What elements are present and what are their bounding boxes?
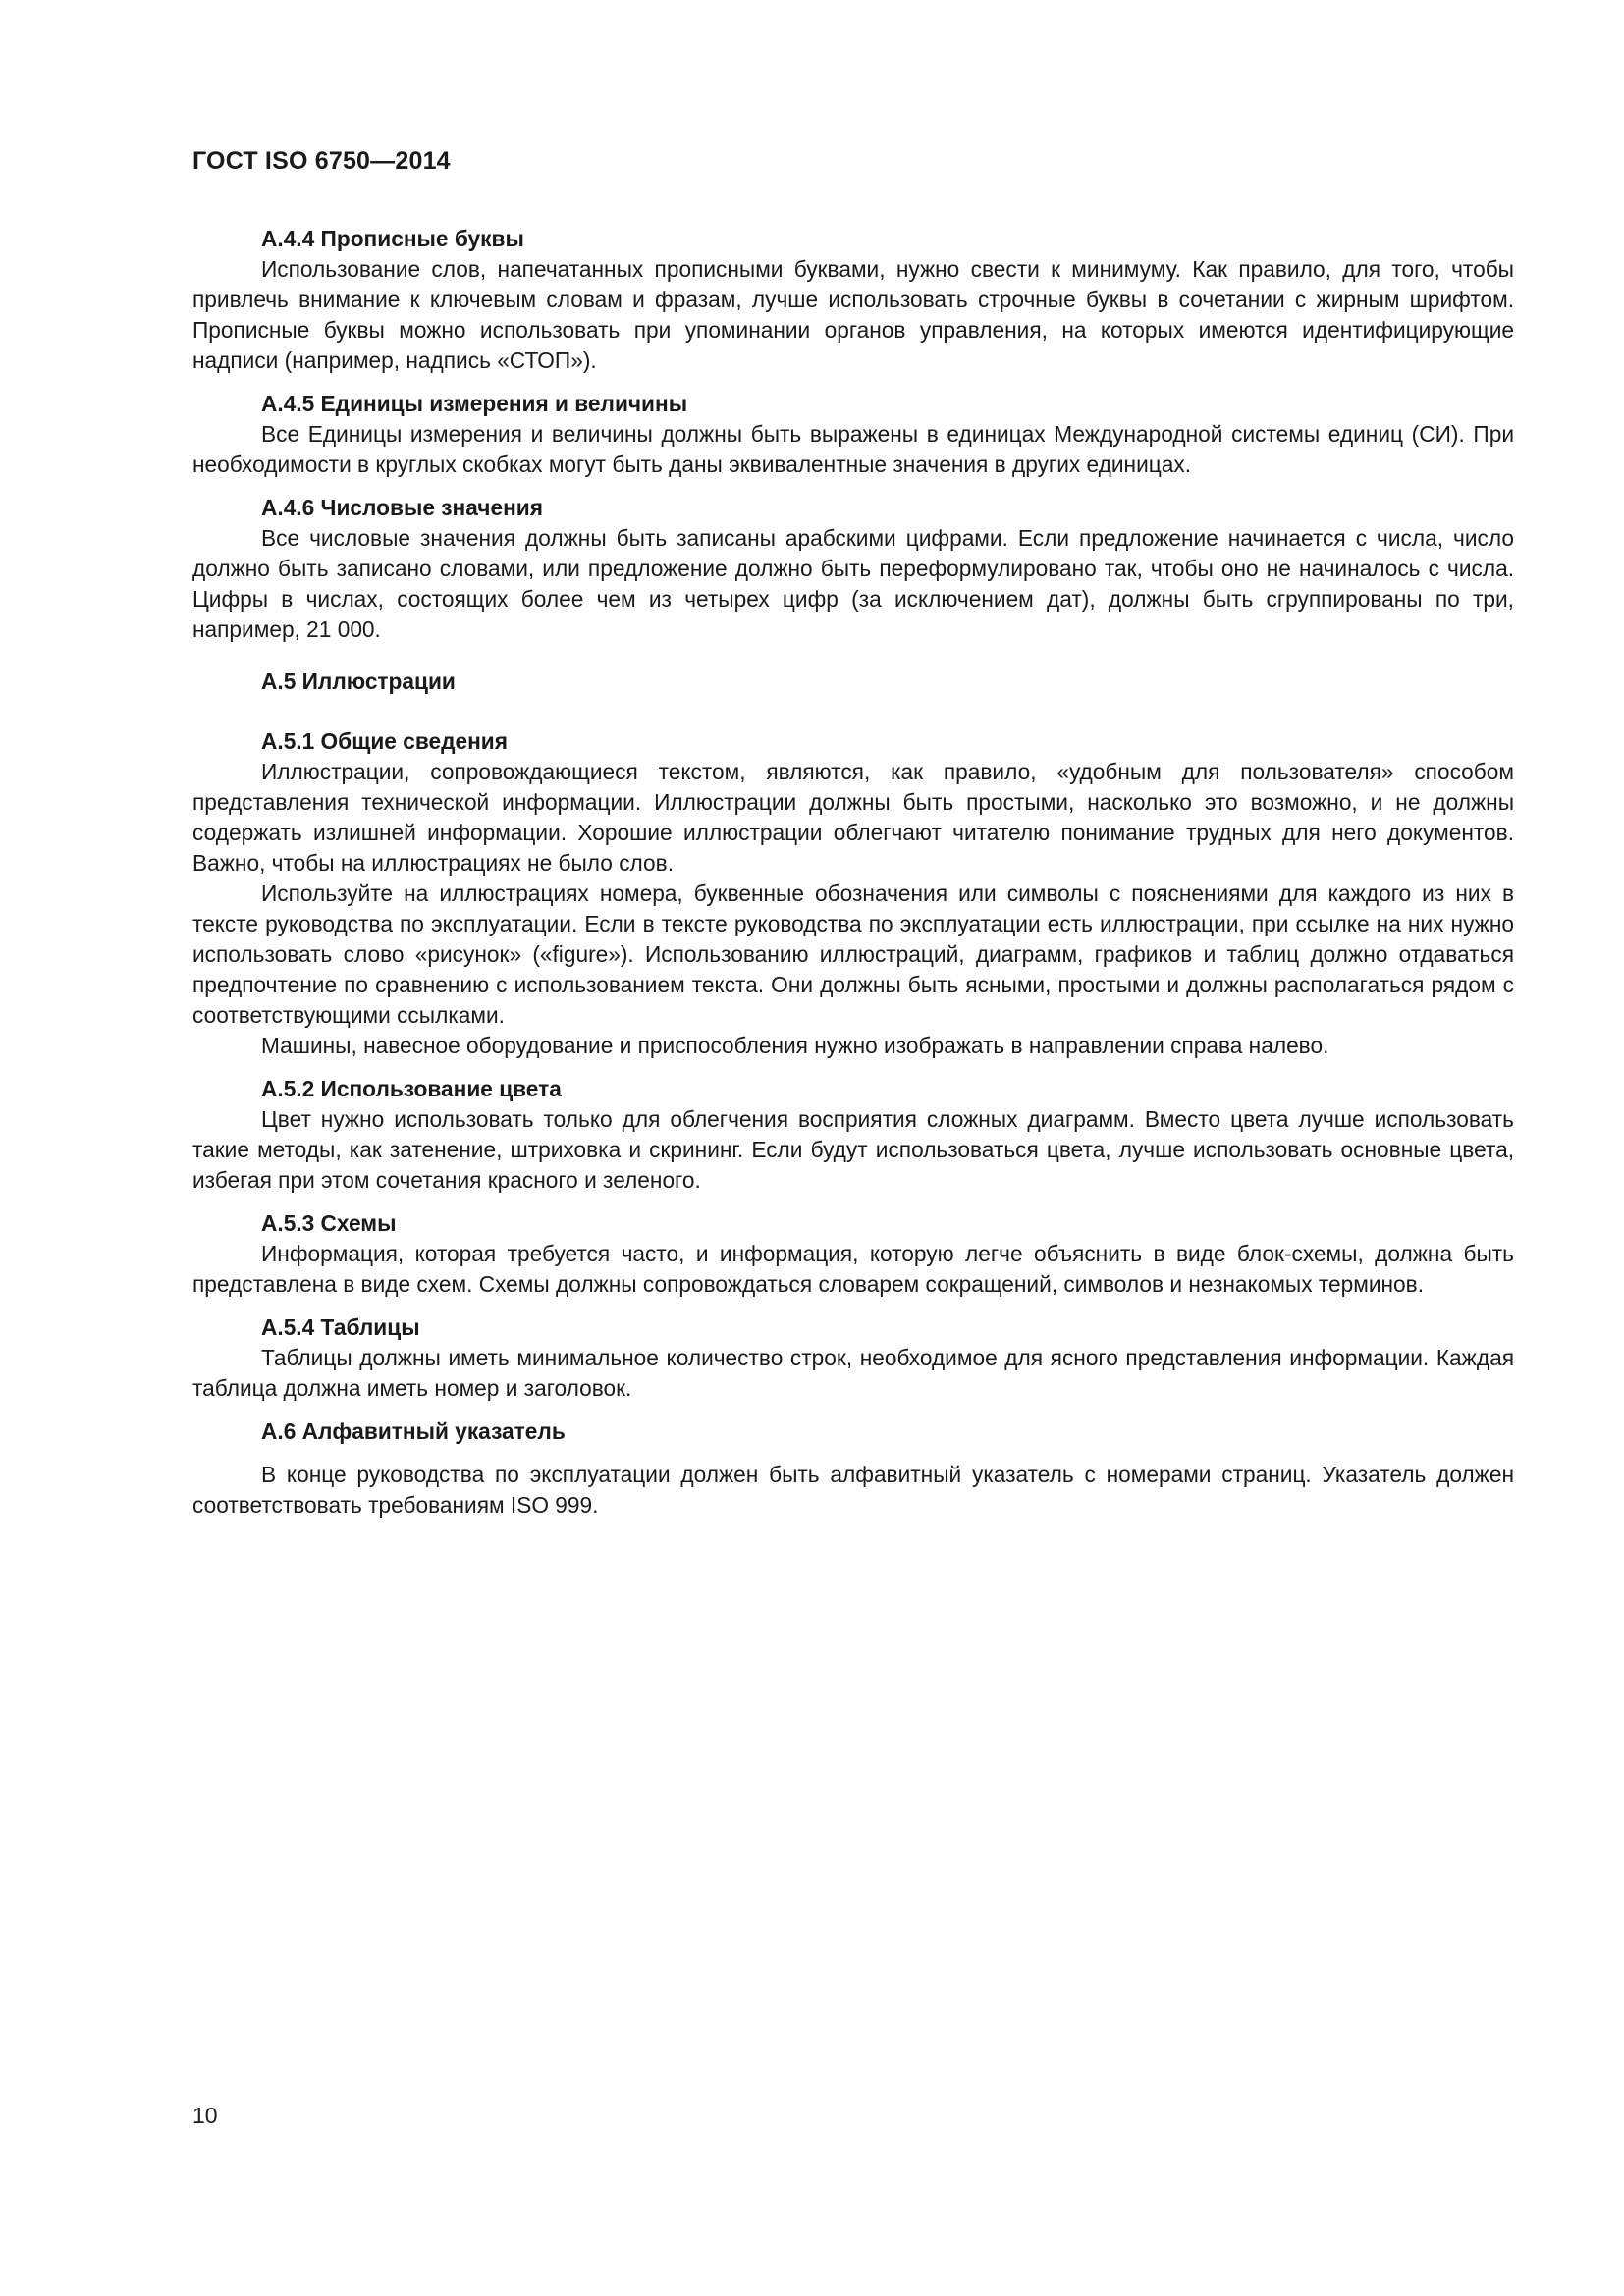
paragraph-a52-1: Цвет нужно использовать только для облегчения восприятия сложных диаграмм. Вместо цвета лучше использовать такие методы, как затенение, штриховка и скрининг. Если будут использоваться цвета, лучше использовать основные цвета, избегая при этом сочетания красного и зеленого. xyxy=(192,1106,1514,1193)
paragraph-a6-1: В конце руководства по эксплуатации должен быть алфавитный указатель с номерами страниц. Указатель должен соответствовать требованиям ISO 999. xyxy=(192,1462,1514,1518)
paragraph-a51-2: Используйте на иллюстрациях номера, буквенные обозначения или символы с пояснениями для каждого из них в тексте руководства по эксплуатации. Если в тексте руководства по эксплуатации есть иллюстрации, при ссылке на них нужно использовать слово «рисунок» («figure»). Использованию иллюстраций, диаграмм, графиков и таблиц должно отдаваться предпочтение по сравнению с использованием текста. Они должны быть ясными, простыми и должны располагаться рядом с соответствующими ссылками. xyxy=(192,881,1514,1028)
section-title-a6: А.6 Алфавитный указатель xyxy=(261,1418,566,1444)
section-title-a51: А.5.1 Общие сведения xyxy=(261,728,508,754)
page-number: 10 xyxy=(192,2103,218,2128)
section-title-a46: А.4.6 Числовые значения xyxy=(261,495,543,520)
section-title-a45: А.4.5 Единицы измерения и величины xyxy=(261,391,688,416)
paragraph-a53-1: Информация, которая требуется часто, и информация, которую легче объяснить в виде блок-схемы, должна быть представлена в виде схем. Схемы должны сопровождаться словарем сокращений, символов и незнакомых терминов. xyxy=(192,1241,1514,1297)
paragraph-a54-1: Таблицы должны иметь минимальное количество строк, необходимое для ясного представления информации. Каждая таблица должна иметь номер и заголовок. xyxy=(192,1345,1514,1401)
paragraph-a51-3: Машины, навесное оборудование и приспособления нужно изображать в направлении справа налево. xyxy=(261,1033,1329,1058)
section-title-a52: А.5.2 Использование цвета xyxy=(261,1076,562,1101)
paragraph-a44-1: Использование слов, напечатанных прописными буквами, нужно свести к минимуму. Как правило, для того, чтобы привлечь внимание к ключевым словам и фразам, лучше использовать строчные буквы в сочетании с жирным шрифтом. Прописные буквы можно использовать при упоминании органов управления, на которых имеются идентифицирующие надписи (например, надпись «СТОП»). xyxy=(192,256,1514,373)
document-code-header: ГОСТ ISO 6750—2014 xyxy=(192,147,451,175)
section-title-a54: А.5.4 Таблицы xyxy=(261,1314,420,1340)
section-title-a5: А.5 Иллюстрации xyxy=(261,668,456,694)
paragraph-a51-1: Иллюстрации, сопровождающиеся текстом, являются, как правило, «удобным для пользователя» способом представления технической информации. Иллюстрации должны быть простыми, насколько это возможно, и не должны содержать излишней информации. Хорошие иллюстрации облегчают читателю понимание трудных для него документов. Важно, чтобы на иллюстрациях не было слов. xyxy=(192,759,1514,876)
paragraph-a46-1: Все числовые значения должны быть записаны арабскими цифрами. Если предложение начинается с числа, число должно быть записано словами, или предложение должно быть переформулировано так, чтобы оно не начиналось с числа. Цифры в числах, состоящих более чем из четырех цифр (за исключением дат), должны быть сгруппированы по три, например, 21 000. xyxy=(192,525,1514,642)
section-title-a53: А.5.3 Схемы xyxy=(261,1210,397,1236)
section-title-a44: А.4.4 Прописные буквы xyxy=(261,226,524,251)
document-body xyxy=(192,224,1514,1521)
paragraph-a45-1: Все Единицы измерения и величины должны быть выражены в единицах Международной системы единиц (СИ). При необходимости в круглых скобках могут быть даны эквивалентные значения в других единицах. xyxy=(192,421,1514,477)
